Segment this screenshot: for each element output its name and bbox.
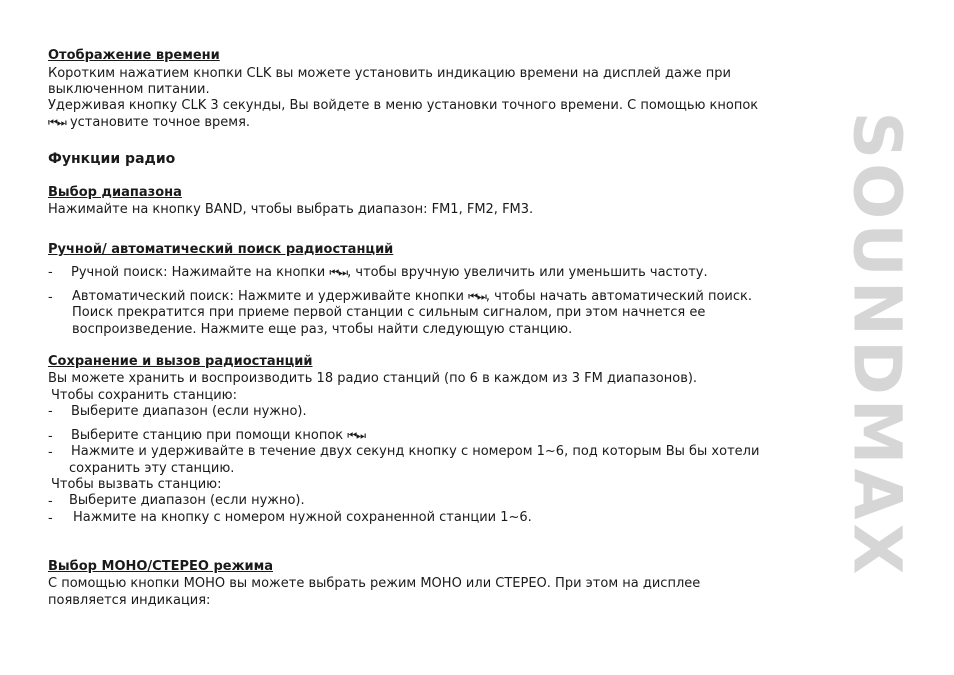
- mono-heading: Выбор МОНО/СТЕРЕО режима: [48, 559, 274, 574]
- prev-next-icon: ⏮⏭: [468, 290, 486, 303]
- list-dash: -: [48, 290, 53, 305]
- list-dash: -: [48, 265, 53, 280]
- auto-search-item: [72, 289, 752, 305]
- auto-search-post: , чтобы начать автоматический поиск.: [485, 289, 752, 304]
- save-step-2: [71, 428, 365, 444]
- list-dash: -: [48, 494, 53, 509]
- store-heading: Сохранение и вызов радиостанций: [48, 354, 313, 369]
- radio-heading: Функции радио: [48, 151, 176, 167]
- auto-search-pre: Автоматический поиск: Нажмите и удерживайте кнопки: [72, 289, 469, 304]
- save-step-1: Выберите диапазон (если нужно).: [71, 404, 307, 419]
- list-dash: -: [48, 511, 53, 526]
- recall-step-2: Нажмите на кнопку с номером нужной сохраненной станции 1~6.: [73, 510, 532, 525]
- time-text-4: [48, 115, 250, 131]
- time-text-4-label: установите точное время.: [65, 115, 251, 130]
- time-text-2: выключенном питании.: [48, 82, 210, 97]
- auto-search-text-3: воспроизведение. Нажмите еще раз, чтобы найти следующую станцию.: [72, 322, 573, 337]
- manual-search-post: , чтобы вручную увеличить или уменьшить частоту.: [347, 265, 708, 280]
- time-heading: Отображение времени: [48, 48, 220, 63]
- list-dash: -: [48, 429, 53, 444]
- manual-search-item: [71, 265, 708, 281]
- recall-title: Чтобы вызвать станцию:: [51, 477, 222, 492]
- prev-next-icon: ⏮⏭: [48, 116, 66, 129]
- store-text: Вы можете хранить и воспроизводить 18 радио станций (по 6 в каждом из 3 FM диапазонов).: [48, 371, 698, 386]
- band-heading: Выбор диапазона: [48, 185, 182, 200]
- save-title: Чтобы сохранить станцию:: [51, 388, 237, 403]
- time-text-3: Удерживая кнопку CLK 3 секунды, Вы войдете в меню установки точного времени. С помощью кнопок: [48, 98, 759, 113]
- list-dash: -: [48, 445, 53, 460]
- save-step-3-cont: сохранить эту станцию.: [69, 461, 235, 476]
- list-dash: -: [48, 404, 53, 419]
- band-text: Нажимайте на кнопку BAND, чтобы выбрать диапазон: FM1, FM2, FM3.: [48, 202, 534, 217]
- prev-next-icon: ⏮⏭: [347, 429, 366, 442]
- prev-next-icon: ⏮⏭: [329, 266, 348, 279]
- mono-text-1: С помощью кнопки МОНО вы можете выбрать режим МОНО или СТЕРЕО. При этом на дисплее: [48, 576, 701, 591]
- brand-watermark: SOUNDMAX: [838, 111, 916, 579]
- time-text-1: Коротким нажатием кнопки CLK вы можете установить индикацию времени на дисплей даже при: [48, 66, 732, 81]
- save-step-2-label: Выберите станцию при помощи кнопок: [71, 428, 348, 443]
- manual-search-pre: Ручной поиск: Нажимайте на кнопки: [71, 265, 330, 280]
- save-step-3: Нажмите и удерживайте в течение двух секунд кнопку с номером 1~6, под которым Вы бы хотели: [71, 444, 760, 459]
- auto-search-text-2: Поиск прекратится при приеме первой станции с сильным сигналом, при этом начнется ее: [72, 305, 706, 320]
- mono-text-2: появляется индикация:: [48, 593, 211, 608]
- search-heading: Ручной/ автоматический поиск радиостанций: [48, 242, 394, 257]
- recall-step-1: Выберите диапазон (если нужно).: [69, 493, 305, 508]
